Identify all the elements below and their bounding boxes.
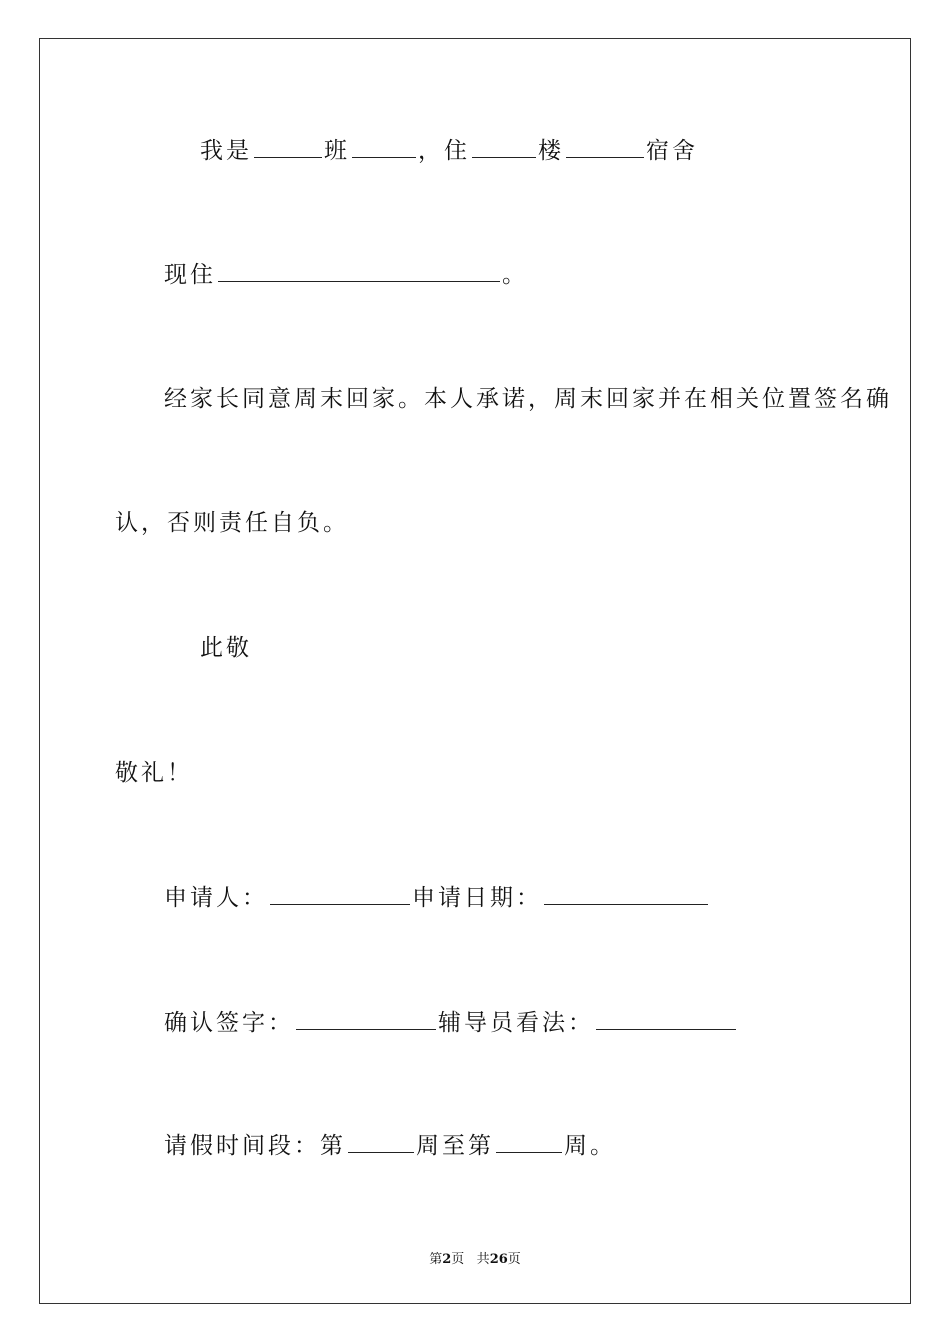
footer-total-unit: 页 [507, 1252, 521, 1267]
blank-building [472, 137, 536, 158]
blank-end-week [496, 1132, 562, 1153]
blank-class [254, 137, 322, 158]
footer-total-prefix: 共 [476, 1252, 490, 1267]
footer-page-prefix: 第 [429, 1252, 443, 1267]
blank-room [566, 137, 644, 158]
text-sushe: 宿舍 [646, 138, 698, 164]
blank-name [352, 137, 416, 158]
paragraph-line-2: 认，否则责任自负。 [115, 510, 349, 536]
text-wo-shi: 我是 [200, 138, 252, 164]
blank-confirm-signature [296, 1009, 436, 1030]
blank-counselor-opinion [596, 1009, 736, 1030]
label-counselor-opinion: 辅导员看法： [438, 1010, 594, 1036]
text-lou: 楼 [538, 138, 564, 164]
blank-applicant [270, 884, 410, 905]
text-period: 。 [502, 262, 528, 288]
line-class-dorm [200, 136, 698, 166]
blank-address [218, 261, 500, 282]
text-week-to: 周至第 [416, 1133, 494, 1159]
label-applicant: 申请人： [164, 885, 268, 911]
blank-start-week [348, 1132, 414, 1153]
footer-page-number: 2 [442, 1252, 452, 1267]
text-xianzhu: 现住 [164, 262, 216, 288]
text-ban: 班 [324, 138, 350, 164]
page-frame [39, 38, 911, 1304]
footer-total-number: 26 [489, 1252, 508, 1267]
paragraph-line-1: 经家长同意周末回家。本人承诺，周末回家并在相关位置签名确 [164, 386, 892, 412]
line-confirm [164, 1008, 738, 1038]
label-apply-date: 申请日期： [412, 885, 542, 911]
closing-jing-li: 敬礼！ [115, 760, 193, 786]
page-footer [0, 1248, 950, 1267]
line-applicant [164, 883, 710, 913]
text-zhu: ，住 [418, 138, 470, 164]
blank-apply-date [544, 884, 708, 905]
label-leave-period: 请假时间段：第 [164, 1133, 346, 1159]
line-leave-period [164, 1131, 616, 1161]
line-address [164, 260, 528, 290]
footer-page-unit: 页 [451, 1252, 465, 1267]
closing-ci-jing: 此敬 [200, 635, 252, 661]
text-week-end: 周。 [564, 1133, 616, 1159]
label-confirm-signature: 确认签字： [164, 1010, 294, 1036]
